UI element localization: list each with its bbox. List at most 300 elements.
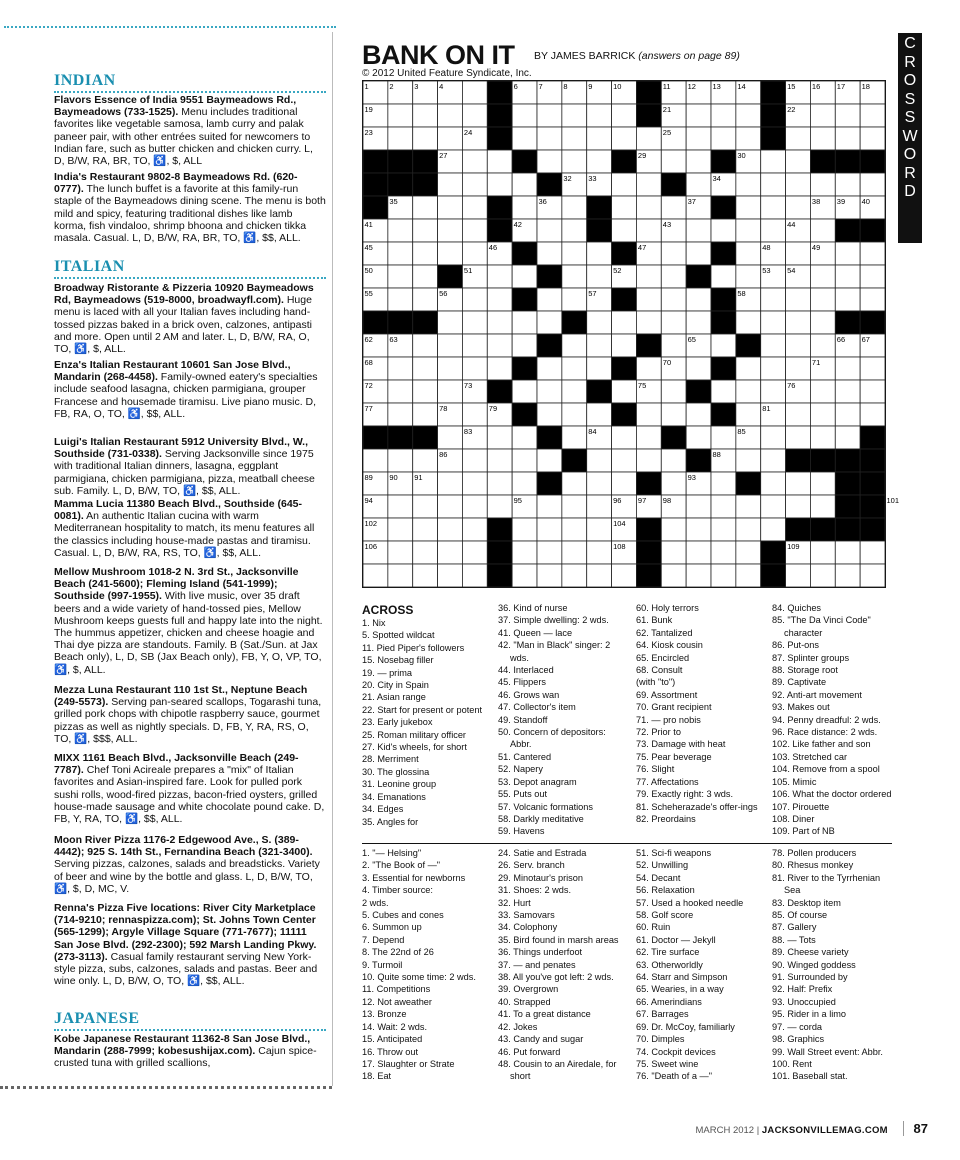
grid-cell[interactable] (835, 127, 860, 150)
grid-cell[interactable] (636, 173, 661, 196)
grid-cell[interactable] (736, 311, 761, 334)
grid-cell[interactable] (537, 403, 562, 426)
grid-cell[interactable] (438, 518, 463, 541)
black-square (487, 219, 512, 242)
grid-cell[interactable] (587, 357, 612, 380)
grid-cell[interactable] (438, 311, 463, 334)
grid-cell[interactable] (462, 541, 487, 564)
grid-cell[interactable] (711, 127, 736, 150)
grid-cell[interactable] (761, 357, 786, 380)
grid-cell[interactable] (786, 242, 811, 265)
grid-cell[interactable] (835, 242, 860, 265)
grid-cell[interactable] (512, 472, 537, 495)
grid-cell[interactable] (413, 403, 438, 426)
grid-cell[interactable] (587, 265, 612, 288)
grid-cell[interactable] (686, 564, 711, 587)
grid-cell[interactable] (761, 219, 786, 242)
grid-cell[interactable] (711, 219, 736, 242)
grid-cell[interactable] (736, 219, 761, 242)
grid-cell[interactable] (661, 150, 686, 173)
grid-cell[interactable] (562, 150, 587, 173)
grid-cell[interactable] (686, 518, 711, 541)
grid-cell[interactable] (835, 403, 860, 426)
grid-cell[interactable] (835, 104, 860, 127)
grid-cell[interactable] (562, 495, 587, 518)
grid-cell[interactable] (636, 449, 661, 472)
grid-cell[interactable] (761, 288, 786, 311)
grid-cell[interactable] (562, 265, 587, 288)
tab-letter: S (904, 90, 916, 108)
grid-cell[interactable] (860, 173, 885, 196)
grid-cell[interactable] (462, 196, 487, 219)
grid-cell[interactable] (413, 380, 438, 403)
grid-cell[interactable] (711, 472, 736, 495)
grid-cell[interactable] (711, 380, 736, 403)
grid-cell[interactable] (438, 472, 463, 495)
grid-cell[interactable] (388, 403, 413, 426)
grid-cell[interactable] (761, 495, 786, 518)
grid-cell[interactable] (413, 219, 438, 242)
grid-cell[interactable] (388, 219, 413, 242)
grid-cell[interactable] (860, 357, 885, 380)
grid-cell[interactable] (413, 357, 438, 380)
grid-cell[interactable] (562, 104, 587, 127)
grid-cell[interactable] (587, 150, 612, 173)
grid-cell[interactable] (413, 127, 438, 150)
grid-cell[interactable] (512, 311, 537, 334)
grid-cell[interactable] (462, 150, 487, 173)
grid-cell[interactable] (835, 173, 860, 196)
grid-cell[interactable] (587, 564, 612, 587)
grid-cell[interactable] (860, 564, 885, 587)
grid-cell[interactable] (786, 311, 811, 334)
grid-cell[interactable] (686, 127, 711, 150)
grid-cell[interactable] (810, 564, 835, 587)
grid-cell[interactable] (711, 265, 736, 288)
grid-cell[interactable] (661, 311, 686, 334)
grid-cell[interactable] (686, 403, 711, 426)
column-divider (332, 32, 333, 1086)
grid-cell[interactable] (835, 265, 860, 288)
grid-cell[interactable] (612, 472, 637, 495)
grid-cell[interactable] (462, 288, 487, 311)
grid-cell[interactable] (612, 380, 637, 403)
grid-cell[interactable] (388, 541, 413, 564)
grid-cell[interactable] (562, 426, 587, 449)
grid-cell[interactable] (388, 127, 413, 150)
grid-cell[interactable] (786, 426, 811, 449)
grid-cell[interactable] (462, 564, 487, 587)
down-clue: 83. Desktop item (772, 897, 841, 908)
tab-letter: R (904, 164, 916, 182)
grid-cell[interactable] (562, 288, 587, 311)
cell-number: 17 (836, 82, 846, 91)
grid-cell[interactable] (388, 288, 413, 311)
grid-cell[interactable] (512, 541, 537, 564)
grid-cell[interactable] (512, 196, 537, 219)
grid-cell[interactable] (810, 380, 835, 403)
grid-cell[interactable] (835, 541, 860, 564)
grid-cell[interactable] (612, 449, 637, 472)
grid-cell[interactable] (810, 311, 835, 334)
grid-cell[interactable] (413, 518, 438, 541)
grid-cell[interactable] (388, 265, 413, 288)
grid-cell[interactable] (388, 564, 413, 587)
grid-cell[interactable] (736, 196, 761, 219)
grid-cell[interactable] (661, 403, 686, 426)
grid-cell[interactable] (487, 334, 512, 357)
grid-cell[interactable] (736, 449, 761, 472)
grid-cell[interactable] (661, 472, 686, 495)
grid-cell[interactable] (736, 265, 761, 288)
grid-cell[interactable] (462, 81, 487, 104)
grid-cell[interactable] (860, 104, 885, 127)
grid-cell[interactable] (487, 265, 512, 288)
grid-cell[interactable] (661, 380, 686, 403)
grid-cell[interactable] (711, 495, 736, 518)
down-clue: 3. Essential for newborns (362, 872, 466, 883)
grid-cell[interactable] (562, 357, 587, 380)
grid-cell[interactable] (562, 564, 587, 587)
grid-cell[interactable] (686, 495, 711, 518)
grid-cell[interactable] (736, 242, 761, 265)
grid-cell[interactable] (736, 357, 761, 380)
grid-cell[interactable] (786, 288, 811, 311)
grid-cell[interactable] (388, 495, 413, 518)
grid-cell[interactable] (711, 426, 736, 449)
grid-cell[interactable] (438, 495, 463, 518)
grid-cell[interactable] (388, 357, 413, 380)
grid-cell[interactable] (462, 242, 487, 265)
grid-cell[interactable] (686, 311, 711, 334)
grid-cell[interactable] (810, 219, 835, 242)
grid-cell[interactable] (761, 196, 786, 219)
grid-cell[interactable] (686, 150, 711, 173)
grid-cell[interactable] (761, 173, 786, 196)
grid-cell[interactable] (462, 518, 487, 541)
grid-cell[interactable] (786, 173, 811, 196)
grid-cell[interactable] (462, 173, 487, 196)
grid-cell[interactable] (711, 518, 736, 541)
grid-cell[interactable] (661, 288, 686, 311)
grid-cell[interactable] (612, 564, 637, 587)
grid-cell[interactable] (562, 334, 587, 357)
grid-cell[interactable] (761, 380, 786, 403)
grid-cell[interactable] (810, 541, 835, 564)
grid-cell[interactable] (537, 449, 562, 472)
grid-cell[interactable] (587, 403, 612, 426)
grid-cell[interactable] (438, 426, 463, 449)
grid-cell[interactable] (661, 564, 686, 587)
grid-cell[interactable] (537, 495, 562, 518)
grid-cell[interactable] (562, 242, 587, 265)
grid-cell[interactable] (413, 564, 438, 587)
grid-cell[interactable] (835, 564, 860, 587)
grid-cell[interactable] (487, 357, 512, 380)
grid-cell[interactable] (612, 196, 637, 219)
grid-cell[interactable] (438, 564, 463, 587)
grid-cell[interactable] (587, 518, 612, 541)
grid-cell[interactable] (636, 403, 661, 426)
grid-cell[interactable] (810, 334, 835, 357)
grid-cell[interactable] (363, 449, 388, 472)
grid-cell[interactable] (810, 265, 835, 288)
grid-cell[interactable] (761, 150, 786, 173)
grid-cell[interactable] (661, 242, 686, 265)
grid-cell[interactable] (711, 104, 736, 127)
grid-cell[interactable] (810, 173, 835, 196)
grid-cell[interactable] (636, 127, 661, 150)
grid-cell[interactable] (512, 449, 537, 472)
grid-cell[interactable] (786, 196, 811, 219)
grid-cell[interactable] (462, 403, 487, 426)
grid-cell[interactable] (761, 518, 786, 541)
grid-cell[interactable] (686, 173, 711, 196)
grid-cell[interactable] (462, 472, 487, 495)
grid-cell[interactable] (537, 518, 562, 541)
grid-cell[interactable] (587, 449, 612, 472)
grid-cell[interactable] (835, 288, 860, 311)
grid-cell[interactable] (413, 288, 438, 311)
across-heading: ACROSS (362, 603, 414, 617)
grid-cell[interactable] (686, 242, 711, 265)
grid-cell[interactable] (761, 426, 786, 449)
grid-cell[interactable] (462, 219, 487, 242)
grid-cell[interactable] (537, 150, 562, 173)
grid-cell[interactable] (612, 311, 637, 334)
grid-cell[interactable] (462, 449, 487, 472)
grid-cell[interactable] (612, 219, 637, 242)
grid-cell[interactable] (438, 334, 463, 357)
grid-cell[interactable] (487, 495, 512, 518)
grid-cell[interactable] (388, 449, 413, 472)
grid-cell[interactable] (537, 311, 562, 334)
grid-cell[interactable] (686, 541, 711, 564)
grid-cell[interactable] (438, 104, 463, 127)
grid-cell[interactable] (686, 426, 711, 449)
grid-cell[interactable] (835, 426, 860, 449)
cell-number: 60 (563, 312, 572, 321)
grid-cell[interactable] (537, 288, 562, 311)
grid-cell[interactable] (587, 127, 612, 150)
grid-cell[interactable] (537, 564, 562, 587)
grid-cell[interactable] (736, 380, 761, 403)
grid-cell[interactable] (487, 150, 512, 173)
grid-cell[interactable] (487, 311, 512, 334)
grid-cell[interactable] (786, 127, 811, 150)
grid-cell[interactable] (487, 288, 512, 311)
grid-cell[interactable] (661, 265, 686, 288)
grid-cell[interactable] (537, 541, 562, 564)
grid-cell[interactable] (835, 357, 860, 380)
grid-cell[interactable] (562, 127, 587, 150)
grid-cell[interactable] (413, 104, 438, 127)
grid-cell[interactable] (388, 104, 413, 127)
grid-cell[interactable] (661, 196, 686, 219)
grid-cell[interactable] (786, 357, 811, 380)
grid-cell[interactable] (686, 288, 711, 311)
grid-cell[interactable] (512, 265, 537, 288)
grid-cell[interactable] (612, 426, 637, 449)
grid-cell[interactable] (761, 311, 786, 334)
grid-cell[interactable] (761, 334, 786, 357)
grid-cell[interactable] (512, 564, 537, 587)
grid-cell[interactable] (512, 426, 537, 449)
grid-cell[interactable] (686, 219, 711, 242)
grid-cell[interactable] (810, 403, 835, 426)
grid-cell[interactable] (612, 334, 637, 357)
grid-cell[interactable] (562, 196, 587, 219)
grid-cell[interactable] (438, 242, 463, 265)
grid-cell[interactable] (711, 334, 736, 357)
grid-cell[interactable] (413, 196, 438, 219)
grid-cell[interactable] (736, 495, 761, 518)
grid-cell[interactable] (636, 357, 661, 380)
grid-cell[interactable] (562, 380, 587, 403)
grid-cell[interactable] (636, 426, 661, 449)
grid-cell[interactable] (661, 541, 686, 564)
grid-cell[interactable] (810, 127, 835, 150)
grid-cell[interactable] (587, 334, 612, 357)
grid-cell[interactable] (388, 518, 413, 541)
grid-cell[interactable] (562, 541, 587, 564)
grid-cell[interactable] (438, 541, 463, 564)
grid-cell[interactable] (363, 564, 388, 587)
grid-cell[interactable] (587, 242, 612, 265)
grid-cell[interactable] (462, 104, 487, 127)
grid-cell[interactable] (761, 472, 786, 495)
grid-cell[interactable] (736, 173, 761, 196)
grid-cell[interactable] (587, 104, 612, 127)
grid-cell[interactable] (786, 150, 811, 173)
grid-cell[interactable] (736, 541, 761, 564)
grid-cell[interactable] (462, 357, 487, 380)
grid-cell[interactable] (686, 104, 711, 127)
grid-cell[interactable] (786, 472, 811, 495)
grid-cell[interactable] (835, 380, 860, 403)
down-clue: 66. Amerindians (636, 996, 702, 1007)
grid-cell[interactable] (512, 127, 537, 150)
grid-cell[interactable] (587, 495, 612, 518)
grid-cell[interactable] (537, 104, 562, 127)
grid-cell[interactable] (810, 426, 835, 449)
grid-cell[interactable] (413, 541, 438, 564)
black-square (587, 380, 612, 403)
grid-cell[interactable] (786, 495, 811, 518)
grid-cell[interactable] (736, 104, 761, 127)
grid-cell[interactable] (761, 449, 786, 472)
grid-cell[interactable] (487, 472, 512, 495)
grid-cell[interactable] (636, 196, 661, 219)
grid-cell[interactable] (810, 104, 835, 127)
grid-cell[interactable] (462, 311, 487, 334)
grid-cell[interactable] (587, 472, 612, 495)
grid-cell[interactable] (512, 518, 537, 541)
grid-cell[interactable] (711, 541, 736, 564)
grid-cell[interactable] (438, 219, 463, 242)
grid-cell[interactable] (860, 242, 885, 265)
grid-cell[interactable] (636, 311, 661, 334)
grid-cell[interactable] (810, 495, 835, 518)
grid-cell[interactable] (587, 541, 612, 564)
across-clue: 25. Roman military officer (362, 729, 466, 740)
down-clue: 99. Wall Street event: Abbr. (772, 1046, 883, 1057)
grid-cell[interactable] (438, 173, 463, 196)
grid-cell[interactable] (810, 472, 835, 495)
grid-cell[interactable] (587, 311, 612, 334)
grid-cell[interactable] (413, 265, 438, 288)
grid-cell[interactable] (786, 564, 811, 587)
grid-cell[interactable] (537, 380, 562, 403)
grid-cell[interactable] (512, 380, 537, 403)
grid-cell[interactable] (438, 380, 463, 403)
grid-cell[interactable] (636, 288, 661, 311)
grid-cell[interactable] (413, 334, 438, 357)
grid-cell[interactable] (388, 242, 413, 265)
grid-cell[interactable] (537, 219, 562, 242)
grid-cell[interactable] (562, 518, 587, 541)
grid-cell[interactable] (512, 104, 537, 127)
grid-cell[interactable] (612, 173, 637, 196)
grid-cell[interactable] (860, 127, 885, 150)
grid-cell[interactable] (860, 288, 885, 311)
grid-cell[interactable] (512, 334, 537, 357)
grid-cell[interactable] (462, 334, 487, 357)
grid-cell[interactable] (736, 403, 761, 426)
grid-cell[interactable] (736, 564, 761, 587)
grid-cell[interactable] (860, 403, 885, 426)
grid-cell[interactable] (413, 495, 438, 518)
grid-cell[interactable] (537, 242, 562, 265)
grid-cell[interactable] (438, 196, 463, 219)
grid-cell[interactable] (810, 288, 835, 311)
grid-cell[interactable] (388, 380, 413, 403)
grid-cell[interactable] (562, 403, 587, 426)
down-clue-column (772, 847, 892, 1083)
grid-cell[interactable] (736, 518, 761, 541)
grid-cell[interactable] (786, 403, 811, 426)
grid-cell[interactable] (512, 173, 537, 196)
grid-cell[interactable] (612, 127, 637, 150)
grid-cell[interactable] (736, 127, 761, 150)
grid-cell[interactable] (438, 357, 463, 380)
footer-site: JACKSONVILLEMAG.COM (761, 1125, 888, 1136)
grid-cell[interactable] (661, 518, 686, 541)
grid-cell[interactable] (487, 449, 512, 472)
grid-cell[interactable] (438, 127, 463, 150)
grid-cell[interactable] (786, 334, 811, 357)
grid-cell[interactable] (487, 173, 512, 196)
grid-cell[interactable] (686, 357, 711, 380)
grid-cell[interactable] (636, 219, 661, 242)
grid-cell[interactable] (537, 127, 562, 150)
grid-cell[interactable] (462, 495, 487, 518)
grid-cell[interactable] (661, 334, 686, 357)
grid-cell[interactable] (860, 380, 885, 403)
grid-cell[interactable] (562, 472, 587, 495)
grid-cell[interactable] (487, 426, 512, 449)
grid-cell[interactable] (413, 242, 438, 265)
grid-cell[interactable] (711, 564, 736, 587)
grid-cell[interactable] (661, 449, 686, 472)
grid-cell[interactable] (413, 449, 438, 472)
grid-cell[interactable] (860, 541, 885, 564)
grid-cell[interactable] (860, 265, 885, 288)
grid-cell[interactable] (612, 104, 637, 127)
grid-cell[interactable] (537, 357, 562, 380)
grid-cell[interactable] (636, 265, 661, 288)
grid-cell[interactable] (562, 219, 587, 242)
